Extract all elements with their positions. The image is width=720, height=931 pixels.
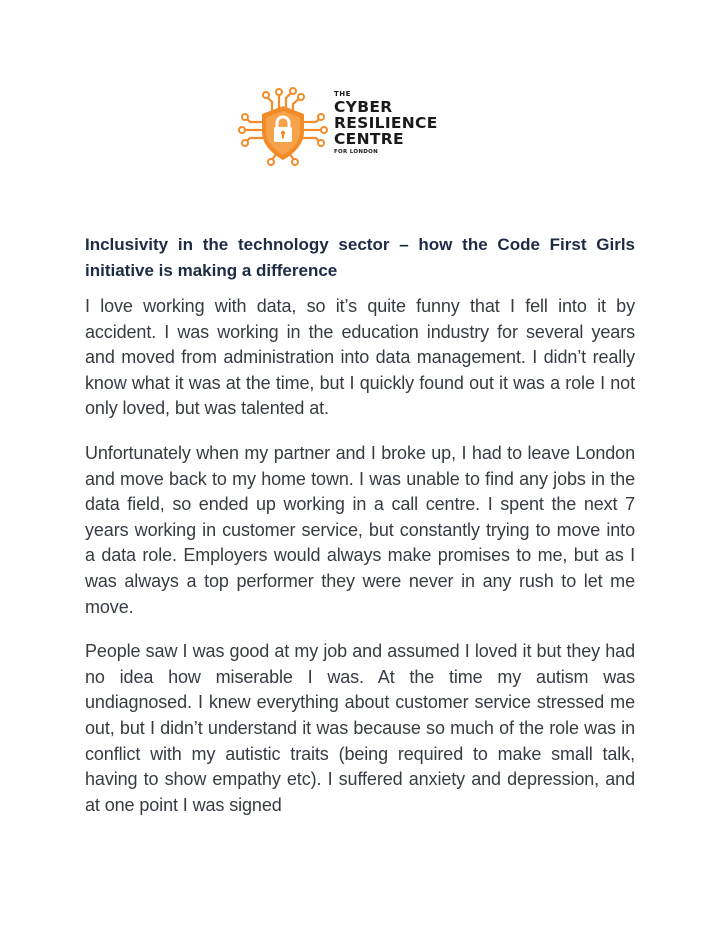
logo-resilience: RESILIENCE [334,114,438,132]
padlock-circuit-shield-icon [238,84,330,170]
article-title: Inclusivity in the technology sector – how the Code First Girls initiative is making a difference [85,235,635,280]
article-paragraph-1: I love working with data, so it’s quite funny that I fell into it by accident. I was working in the education industry for several years and moved from administration into data management. I didn’t really know what it was at the time, but I quickly found out it was a role I not only loved, but was talented at. [85,296,635,419]
article-paragraph-3: People saw I was good at my job and assumed I loved it but they had no idea how miserable I was. At the time my autism was undiagnosed. I knew everything about customer service stressed me out, but I didn’t understand it was because so much of the role was in conflict with my autistic traits (being required to make small talk, having to show empathy etc). I suffered anxiety and depression, and at one point I was signed [85,641,635,815]
logo-centre: CENTRE [334,130,404,148]
article-paragraph-2: Unfortunately when my partner and I broke up, I had to leave London and move back to my home town. I was unable to find any jobs in the data field, so ended up working in a call centre. I spent the next 7 years working in customer service, but constantly trying to move into a data role. Employers would always make promises to me, but as I was always a top performer they were never in any rush to let me move. [85,442,635,617]
logo-cyber: CYBER [334,98,393,116]
article-body [85,232,635,837]
cyber-resilience-centre-logo [238,84,450,170]
logo-the: THE [334,90,351,98]
logo-for-london: FOR LONDON [334,149,379,155]
logo-wordmark [334,90,454,156]
